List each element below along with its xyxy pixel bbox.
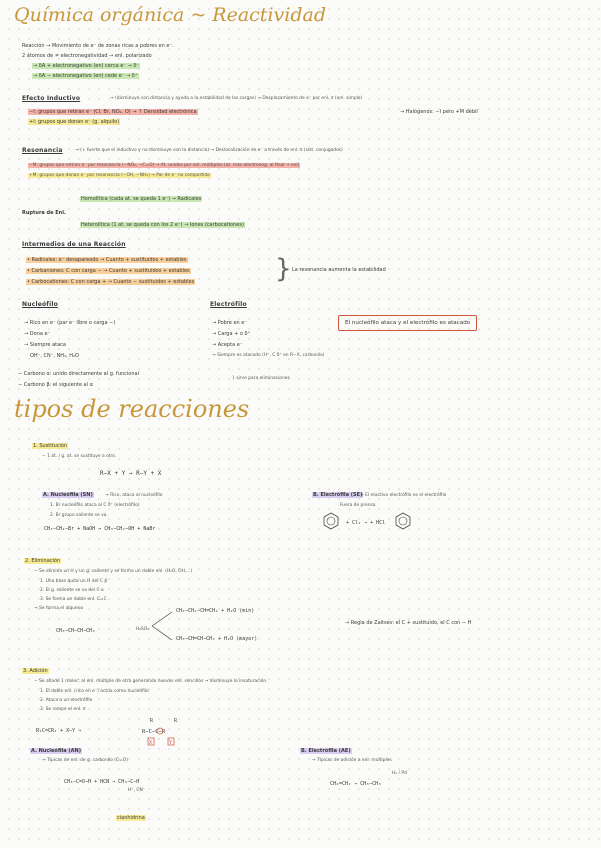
sust-a-heading-text: A. Nucleófila (SN) xyxy=(43,492,93,498)
elim-zaitsev xyxy=(345,620,471,626)
elim-product-1: CH₃−CH₂−CH=CH₂ + H₂O (min) xyxy=(176,608,255,614)
inductivo-minus-i xyxy=(28,109,198,115)
intermedio-radicales xyxy=(26,257,188,263)
intro-line-3-text: → δA + electronegativo (en) cerca e⁻ → δ⁻ xyxy=(33,63,140,69)
nucleofilo-heading: Nucleófilo xyxy=(22,301,58,308)
sust-b-heading-text: B. Electrófila (SE) xyxy=(313,492,363,498)
electrofilo-item: → Carga + o δ⁺ xyxy=(212,331,251,337)
intro-line-3 xyxy=(32,63,140,69)
sust-heading-text: 1. Sustitución xyxy=(33,443,68,449)
adic-line-4: 3. Se rompe el enl. π xyxy=(40,707,86,712)
intro-line-1: Reacción → Movimiento de e⁻ de zonas ricas a pobres en e⁻. xyxy=(22,43,174,49)
svg-text:Y: Y xyxy=(169,740,173,746)
sust-a-step-1: 1. Br nucleófilo ataca al C δ⁺ (electrófilo) xyxy=(50,503,140,508)
benzene-ring-icon xyxy=(322,512,340,530)
svg-text:R: R xyxy=(150,718,154,724)
resonancia-heading: Resonancia xyxy=(22,147,63,154)
ruptura-homolitica xyxy=(80,196,202,202)
adic-product-structure xyxy=(140,716,190,750)
electrofilo-heading: Electrófilo xyxy=(210,301,247,308)
intermedio-carbocationes xyxy=(26,279,195,285)
svg-text:R: R xyxy=(174,718,178,724)
carbono-alfa: − Carbono α: unido directamente al g. funcional xyxy=(18,371,139,377)
resonancia-plus-m xyxy=(28,173,211,178)
elim-product-2: CH₃−CH=CH−CH₃ + H₂O (mayor) xyxy=(176,636,258,642)
section-title-tipos: tipos de reacciones xyxy=(14,395,250,423)
inductivo-desc: → (disminuye con distancia y ayuda a la estabilidad de las cargas) → Desplazamiento de e⁻ por enl. σ (enl. simple) xyxy=(110,96,363,101)
sust-a-equation: CH₃−CH₂−Br + NaOH → CH₃−CH₂−OH + NaBr xyxy=(44,526,156,532)
adic-line-1: − Se añade 1 molec. al enl. múltiple de otra generando nuevos enl. sencillos → disminuye la insaturación xyxy=(34,679,267,684)
adic-heading xyxy=(22,668,49,674)
nucleofilo-item: → Rico en e⁻ (par e⁻ libre o carga −) xyxy=(24,320,116,326)
electrofilo-item: → Pobre en e⁻ xyxy=(212,320,248,326)
ruptura-heading: Ruptura de Enl. xyxy=(22,210,66,216)
adic-a-equation: CH₃−C=O−H + HCN → CH₃−C−H xyxy=(64,779,140,785)
resonancia-minus-m xyxy=(28,163,300,168)
elim-heading xyxy=(24,558,61,564)
adic-equation: R₂C=CR₂ + X−Y → xyxy=(36,728,82,734)
ruptura-heterolitica xyxy=(80,222,245,228)
adic-a-footnote xyxy=(116,815,146,821)
inductivo-plus-i-text: +I: grupos que donan e⁻ (g. alquilo) xyxy=(29,119,120,125)
electrofilo-item: → Siempre es atacado (H⁺, C δ⁺ en R−X, carbonilo) xyxy=(212,353,325,358)
sust-b-note: Fuera de prensa xyxy=(340,503,376,508)
electrofilo-item: → Acepta e⁻ xyxy=(212,342,243,348)
inductivo-plus-i xyxy=(28,119,120,125)
intro-line-4-text: → δA − electronegativo (en) cede e⁻ → δ⁺ xyxy=(33,73,138,79)
sust-desc: − 1 át. / g. at. se sustituye a otro. xyxy=(42,454,117,459)
carbono-beta: − Carbono β: el siguiente al α xyxy=(18,382,93,388)
inductivo-halogenos: → Halógenos: −I pero +M débil xyxy=(400,109,478,115)
adic-a-heading-text: A. Nucleófila (AN) xyxy=(31,748,82,754)
page-title: Química orgánica ~ Reactividad xyxy=(14,4,326,26)
elim-condition: H₂SO₄ xyxy=(136,627,150,632)
nucleofilo-item: → Dona e⁻ xyxy=(24,331,51,337)
nucleofilo-item: → Siempre ataca xyxy=(24,342,66,348)
adic-a-desc: → Típicas de enl. de g. carbonilo (C=O) xyxy=(42,758,128,763)
adic-b-condition: H₂ / Pd xyxy=(392,771,407,776)
ruptura-heterolitica-text: Heterolítica (1 at. se queda con los 2 e⁻) → Iones (carbocationes) xyxy=(81,222,244,228)
carbonos-note: } sirve para eliminaciones xyxy=(232,376,290,381)
inductivo-heading: Efecto Inductivo xyxy=(22,95,81,102)
sust-b-desc: → El reactivo electrófilo es el electrófilo xyxy=(360,493,447,498)
adic-a-footnote-text: cianhidrina xyxy=(117,815,145,821)
resonancia-desc: → (+ fuerte que el inductivo y no disminuye con la distancia) → Deslocalización de e⁻ a través de enl. π (sist. conjugados) xyxy=(75,148,343,153)
intermedio-radicales-text: • Radicales: e⁻ desapareado → Cuanto + sustituidos + estables xyxy=(27,257,187,263)
callout-box: El nucleófilo ataca y el electrófilo es atacado xyxy=(338,315,477,331)
adic-heading-text: 3. Adición xyxy=(23,668,48,674)
intro-line-2: 2 átomos de ≠ electronegatividad → enl. polarizado xyxy=(22,53,152,59)
adic-line-2: 1. El doble enl. (rico en e⁻) actúa como nucleófilo xyxy=(40,689,149,694)
elim-heading-text: 2. Eliminación xyxy=(25,558,61,564)
adic-b-heading-text: B. Electrófila (AE) xyxy=(301,748,351,754)
adic-a-condition: H⁺, CN⁻ xyxy=(128,788,146,793)
elim-line-2: 1. Una base quita un H del C β xyxy=(40,579,108,584)
intermedios-heading: Intermedios de una Reacción xyxy=(22,241,126,248)
elim-line-4: 3. Se forma un doble enl. C=C xyxy=(40,597,107,602)
elim-branch-arrows xyxy=(150,608,174,644)
elim-reactant: CH₃−CH−CH−CH₃ xyxy=(56,628,96,634)
intermedio-carbaniones xyxy=(26,268,191,274)
elim-line-5: → Se forma el alqueno xyxy=(34,606,84,611)
adic-b-heading xyxy=(300,748,352,754)
sust-a-desc: → Rico, ataca al nucleófilo xyxy=(105,493,163,498)
intro-line-4 xyxy=(32,73,139,79)
svg-text:R−C−C−R: R−C−C−R xyxy=(142,729,166,735)
sust-b-heading xyxy=(312,492,363,498)
adic-a-heading xyxy=(30,748,82,754)
nucleofilo-item: OH⁻, CN⁻, NH₃, H₂O xyxy=(30,353,79,359)
intermedios-brace: } xyxy=(275,254,292,284)
elim-line-1: − Se elimina un H y un g. saliente y se forma un doble enl. (H₂O, OH,...) xyxy=(34,569,193,574)
intermedios-brace-note: La resonancia aumenta la estabilidad xyxy=(292,267,386,273)
adic-line-3: 2. Ataca a un electrófilo xyxy=(40,698,93,703)
sust-heading xyxy=(32,443,68,449)
ruptura-homolitica-text: Homolítica (cada at. se queda 1 e⁻) → Radicales xyxy=(81,196,202,202)
resonancia-plus-m-text: +M: grupos que donan e⁻ por resonancia (−OH, −NH₂) → Par de e⁻ no compartido xyxy=(29,173,210,178)
adic-b-equation: CH₂=CH₂ → CH₃−CH₃ xyxy=(330,781,382,787)
elim-zaitsev-text: → Regla de Zaitsev: el C + sustituido, el C con − H xyxy=(345,620,472,626)
elim-line-3: 2. El g. saliente se va del C α xyxy=(40,588,104,593)
sust-a-heading xyxy=(42,492,94,498)
benzene-ring-product-icon xyxy=(394,512,412,530)
inductivo-minus-i-text: −I: grupos que retiran e⁻ (Cl, Br, NO₂, O) → ↑ Densidad electrónica xyxy=(29,109,197,115)
svg-text:X: X xyxy=(149,740,153,746)
sust-b-equation: + Cl₂ → + HCl xyxy=(346,520,386,526)
intermedio-carbaniones-text: • Carbaniones: C con carga − → Cuanto + sustituidos + estables xyxy=(27,268,190,274)
intermedio-carbocationes-text: • Carbocationes: C con carga + → Cuanto − sustituidos + estables xyxy=(27,279,195,285)
sust-a-step-2: 2. Br grupo saliente se va. xyxy=(50,513,108,518)
sust-equation: R−X + Y → R−Y + X xyxy=(100,470,162,477)
resonancia-minus-m-text: −M: grupos que retiran e⁻ por resonancia (−NO₂, −C=O) → At. unidos por enl. múltiples (at. más electroneg. al final → enl) xyxy=(29,163,300,168)
adic-b-desc: → Típicas de adición a enl. múltiples xyxy=(312,758,392,763)
